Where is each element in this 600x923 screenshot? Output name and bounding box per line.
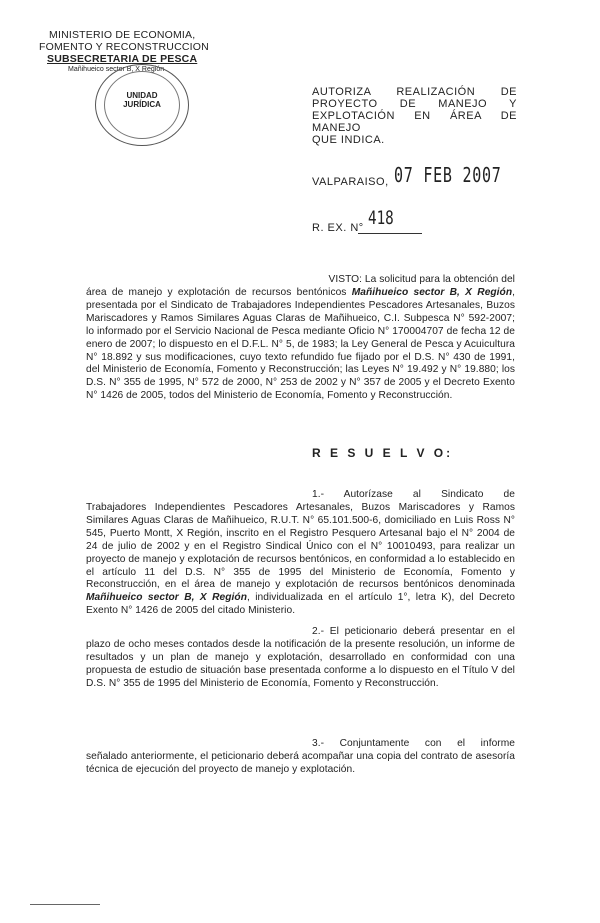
item-2-first-line: 2.- El peticionario deberá presentar en el <box>312 626 515 637</box>
visto-paragraph <box>86 287 515 403</box>
stamp-text-line-2: JURÍDICA <box>123 100 161 109</box>
resolution-number: 418 <box>368 207 394 229</box>
subject-line-4: QUE INDICA. <box>312 134 385 146</box>
footer-rule <box>30 904 100 905</box>
resolution-label: R. EX. N° <box>312 222 364 234</box>
ministry-line-2: FOMENTO Y RECONSTRUCCION <box>39 41 209 53</box>
item-1-area-name: Mañihueico sector B, X Región <box>86 592 247 604</box>
stamp-center-text <box>96 91 188 109</box>
date-stamp: 07 FEB 2007 <box>394 163 502 187</box>
item-2-text: plazo de ocho meses contados desde la notificación de la presente resolución, un informe de resultados y un plan de manejo y explotación, desarrollado en conformidad con una propuesta de estudio de situación base presentada conforme a lo dispuesto en el Título V del D.S. N° 355 de 1995 del Ministerio de Economía, Fomento y Reconstrucción. <box>86 639 515 689</box>
visto-text-pre: área de manejo y explotación de recursos bentónicos <box>86 287 352 298</box>
stamp-text-line-1: UNIDAD <box>126 91 158 100</box>
visto-area-name: Mañihueico sector B, X Región <box>351 287 513 298</box>
resolution-number-line <box>358 232 422 234</box>
visto-first-line: VISTO: La solicitud para la obtención del <box>328 274 515 285</box>
item-1-text-pre: Trabajadores Independientes Pescadores Artesanales, Buzos Mariscadores y Ramos Similares Aguas Claras de Mañihueico, R.U.T. N° 65.101.500-6, domiciliado en Luis Ross N° 545, Puerto Montt, X Región, inscrito en el Registro Pesquero Artesanal bajo el N° 2004 de 24 de julio de 2002 y en el Registro Sindical Único con el N° 10010493, para realizar un proyecto de manejo y explotación de recursos bentónicos, en conformidad a lo establecido en el artículo 11 del D.S. N° 355 de 1995 del Ministerio de Economía, Fomento y Reconstrucción, en el área de manejo y explotación de recursos bentónicos denominada <box>86 502 515 591</box>
subject-line-1: AUTORIZA REALIZACIÓN DE <box>312 86 517 98</box>
item-1-text-post: , individualizada en el artículo 1°, letra K), del Decreto Exento N° 1426 de 2005 del citado Ministerio. <box>86 592 516 617</box>
item-1-first-line: 1.- Autorízase al Sindicato de <box>312 489 515 500</box>
subsecretaria-line: SUBSECRETARIA DE PESCA <box>47 53 198 65</box>
item-3-first-line: 3.- Conjuntamente con el informe <box>312 738 515 749</box>
visto-text-post: , presentada por el Sindicato de Trabajadores Independientes Pescadores Artesanales, Buzos Mariscadores y Ramos Similares Aguas Claras de Mañihueico, C.I. Subpesca N° 592-2007; lo informado por el Servicio Nacional de Pesca mediante Oficio N° 170004707 de fecha 12 de enero de 2007; lo dispuesto en el D.F.L. N° 5, de 1983; la Ley General de Pesca y Acuicultura N° 18.892 y sus modificaciones, cuyo texto refundido fue fijado por el D.S. N° 430 de 1991, del Ministerio de Economía, Fomento y Reconstrucción; las Leyes N° 19.492 y N° 19.880; los D.S. N° 355 de 1995, N° 572 de 2000, N° 253 de 2002 y N° 357 de 2005 y el Decreto Exento N° 1426 de 2005, todos del Ministerio de Economía, Fomento y Reconstrucción. <box>86 287 515 402</box>
ministry-line: MINISTERIO DE ECONOMIA, <box>49 29 196 41</box>
subject-block <box>312 86 517 146</box>
resuelvo-heading: R E S U E L V O: <box>312 446 454 460</box>
item-2-paragraph <box>86 639 515 691</box>
header-subline: Mañihueico sector B, X Región <box>68 66 165 73</box>
legal-unit-stamp <box>95 64 189 146</box>
subject-line-3: EXPLOTACIÓN EN ÁREA DE MANEJO <box>312 110 517 134</box>
place: VALPARAISO, <box>312 176 389 188</box>
subject-line-2: PROYECTO DE MANEJO Y <box>312 98 517 110</box>
item-1-paragraph <box>86 502 515 618</box>
item-3-paragraph <box>86 751 515 777</box>
item-3-text: señalado anteriormente, el peticionario deberá acompañar una copia del contrato de asesoría técnica de ejecución del proyecto de manejo y explotación. <box>86 751 515 775</box>
